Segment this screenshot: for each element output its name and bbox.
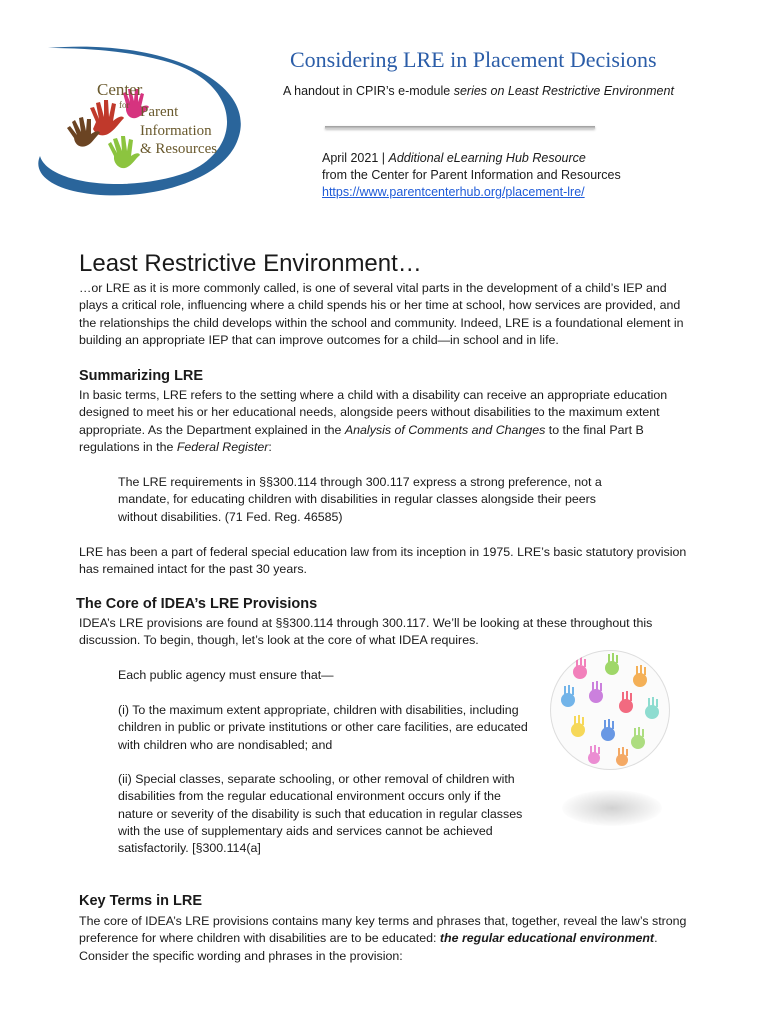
logo-text-parent: Parent <box>140 104 179 120</box>
key-terms-paragraph: The core of IDEA’s LRE provisions contains many key terms and phrases that, together, reveal the law’s strong preference for where children with disabilities are to be educated: the regular educational environment. Consider the specific wording and phrases in the provision: <box>79 914 687 963</box>
history-paragraph: LRE has been a part of federal special education law from its inception in 1975. LRE’s basic statutory provision has remained intact for the past 30 years. <box>79 545 687 577</box>
core-lead: Each public agency must ensure that— <box>118 668 334 682</box>
from-line: from the Center for Parent Information and Resources <box>322 168 621 182</box>
cpir-logo <box>18 44 248 204</box>
summary-heading: Summarizing LRE <box>79 368 204 384</box>
core-paragraph: IDEA’s LRE provisions are found at §§300.114 through 300.117. We’ll be looking at these throughout this discussion. To begin, though, let’s look at the core of what IDEA requires. <box>79 616 653 648</box>
core-item-1: (i) To the maximum extent appropriate, children with disabilities, including children in public or private institutions or other care facilities, are educated with children who are nondisabled; and <box>118 703 528 752</box>
hands-icon <box>67 89 149 168</box>
resource-link[interactable]: https://www.parentcenterhub.org/placement-lre/ <box>322 185 585 199</box>
colorful-hands-image <box>550 650 670 770</box>
document-subtitle: A handout in CPIR’s e-module series on Least Restrictive Environment <box>283 84 674 98</box>
core-heading: The Core of IDEA’s LRE Provisions <box>76 596 318 612</box>
logo-text-information: Information <box>140 123 212 139</box>
image-shadow <box>562 790 662 826</box>
logo-text-for: for <box>119 100 130 110</box>
document-meta: April 2021 | Additional eLearning Hub Resource from the Center for Parent Information and Resources https://www.parentcenterhub.org/placement-lre/ <box>322 151 621 199</box>
core-item-2: (ii) Special classes, separate schooling, or other removal of children with disabilities from the regular educational environment occurs only if the nature or severity of the disability is such that education in regular classes with the use of supplementary aids and services cannot be achieved satisfactorily. [§300.114(a] <box>118 772 523 856</box>
document-title: Considering LRE in Placement Decisions <box>290 47 657 72</box>
logo-text-resources: & Resources <box>140 141 218 157</box>
header-divider <box>325 126 595 129</box>
intro-paragraph: …or LRE as it is more commonly called, is one of several vital parts in the development of a child’s IEP and plays a critical role, influencing where a child spends his or her time at school, how services are provided, and the relationships the child develops within the school and community. Indeed, LRE is a foundational element in building an appropriate IEP that can improve outcomes for a child—in school and in life. <box>79 281 684 347</box>
logo-swoosh-icon <box>18 44 248 204</box>
summary-quote: The LRE requirements in §§300.114 through 300.117 express a strong preference, not a mandate, for educating children with disabilities in regular classes alongside their peers without disabilities. (71 Fed. Reg. 46585) <box>118 475 602 524</box>
key-terms-heading: Key Terms in LRE <box>79 893 203 909</box>
handprints-icon <box>550 650 670 770</box>
summary-paragraph: In basic terms, LRE refers to the setting where a child with a disability can receive an appropriate education designed to meet his or her educational needs, alongside peers without disabilities to the maximum extent appropriate. As the Department explained in the Analysis of Comments and Changes to the final Part B regulations in the Federal Register: <box>79 388 668 454</box>
logo-text-center: Center <box>97 80 143 99</box>
main-heading: Least Restrictive Environment… <box>79 250 422 277</box>
